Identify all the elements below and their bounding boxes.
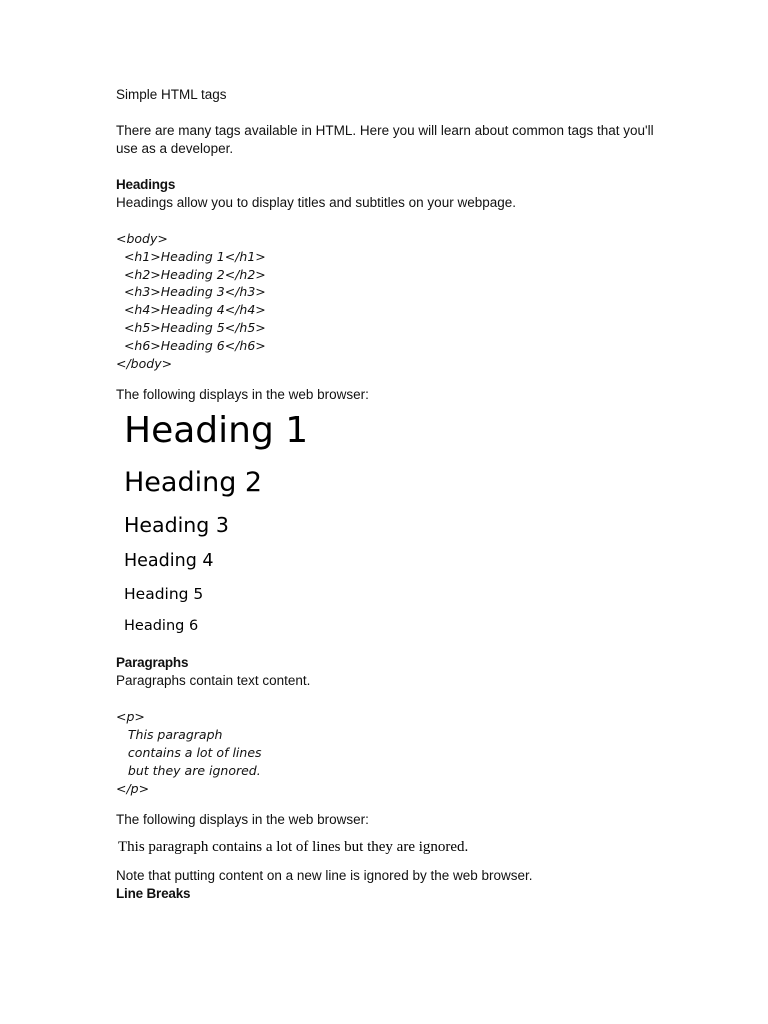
line-breaks-section <box>116 885 676 903</box>
paragraphs-section <box>116 654 676 885</box>
headings-code-block <box>116 230 676 372</box>
code-line: <h2>Heading 2</h2> <box>116 266 266 282</box>
paragraph-rendered-output: This paragraph contains a lot of lines but they are ignored. <box>118 839 469 856</box>
paragraphs-description: Paragraphs contain text content. <box>116 673 311 689</box>
code-line: <h5>Heading 5</h5> <box>116 319 266 335</box>
rendered-heading-6: Heading 6 <box>124 618 199 635</box>
code-line: </p> <box>116 780 150 796</box>
code-line: <body> <box>116 231 168 246</box>
code-line: This paragraph <box>116 727 223 743</box>
headings-section <box>116 176 676 636</box>
code-line: but they are ignored. <box>116 762 261 778</box>
headings-browser-label: The following displays in the web browser: <box>116 387 369 403</box>
rendered-heading-2: Heading 2 <box>124 467 263 499</box>
code-line: <h1>Heading 1</h1> <box>116 248 266 264</box>
paragraphs-note: Note that putting content on a new line is ignored by the web browser. <box>116 868 533 884</box>
paragraphs-code-block <box>116 708 676 797</box>
line-breaks-section-title: Line Breaks <box>116 886 191 902</box>
code-line: </body> <box>116 355 173 371</box>
code-line: <p> <box>116 709 145 725</box>
rendered-heading-4: Heading 4 <box>124 551 214 572</box>
headings-rendered-output <box>124 410 676 636</box>
rendered-heading-5: Heading 5 <box>124 585 204 604</box>
intro-paragraph: There are many tags available in HTML. Here you will learn about common tags that you'll use as a developer. <box>116 123 654 156</box>
headings-section-title: Headings <box>116 177 176 192</box>
code-line: <h3>Heading 3</h3> <box>116 284 266 300</box>
rendered-heading-1: Heading 1 <box>124 410 309 452</box>
code-line: contains a lot of lines <box>116 744 262 760</box>
code-line: <h6>Heading 6</h6> <box>116 337 266 353</box>
paragraphs-section-title: Paragraphs <box>116 655 189 671</box>
paragraphs-browser-label: The following displays in the web browser: <box>116 812 369 828</box>
document-page <box>116 86 676 903</box>
document-title: Simple HTML tags <box>116 87 227 102</box>
headings-description: Headings allow you to display titles and subtitles on your webpage. <box>116 195 516 210</box>
code-line: <h4>Heading 4</h4> <box>116 302 266 318</box>
rendered-heading-3: Heading 3 <box>124 513 229 538</box>
